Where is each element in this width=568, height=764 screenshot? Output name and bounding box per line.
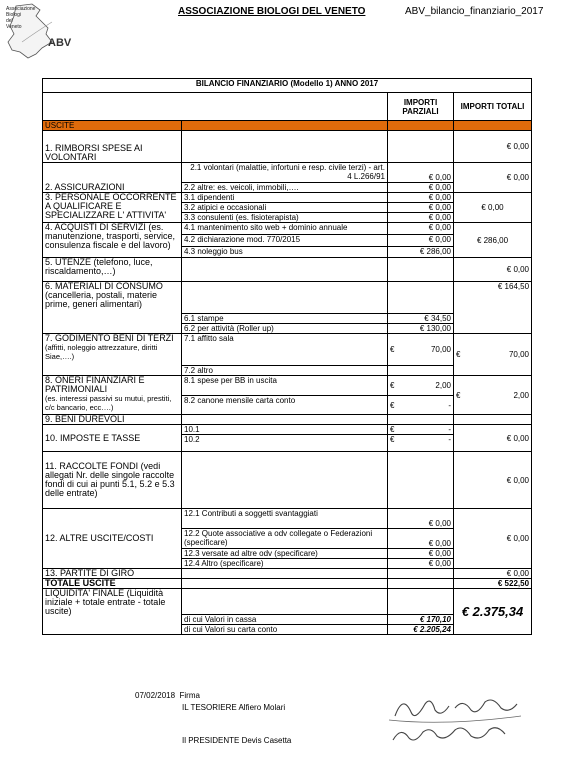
handwritten-signatures bbox=[385, 686, 525, 748]
row-label: 7. GODIMENTO BENI DI TERZI bbox=[45, 333, 174, 343]
row-total: € 0,00 bbox=[454, 509, 532, 569]
row-total: € 0,00 bbox=[454, 131, 532, 163]
sub-value: € 0,00 bbox=[388, 529, 454, 549]
table-row bbox=[43, 163, 532, 183]
sub-label: 4.2 dichiarazione mod. 770/2015 bbox=[182, 235, 388, 247]
abv-logo bbox=[2, 2, 74, 64]
cassa-value: € 170,10 bbox=[388, 615, 454, 625]
section-uscite-row bbox=[43, 121, 532, 131]
table-row bbox=[43, 569, 532, 579]
sub-label: 3.1 dipendenti bbox=[182, 193, 388, 203]
sub-label: 7.2 altro bbox=[182, 366, 388, 376]
table-title-row bbox=[43, 79, 532, 93]
table-row bbox=[43, 282, 532, 314]
row-total: 70,00 bbox=[508, 350, 530, 359]
column-header-row bbox=[43, 93, 532, 121]
row-label: 3. PERSONALE OCCORRENTE A QUALIFICARE E SPECIALIZZARE L' ATTIVITA' bbox=[43, 193, 182, 223]
conto-label: di cui Valori su carta conto bbox=[182, 625, 388, 635]
sub-value-cell bbox=[388, 396, 454, 415]
currency-symbol: € bbox=[390, 435, 395, 444]
row-note: (es. interessi passivi su mutui, prestiti, c/c bancario, ecc….) bbox=[45, 394, 172, 412]
table-row bbox=[43, 589, 532, 615]
sub-value: € 0,00 bbox=[388, 203, 454, 213]
cassa-label: di cui Valori in cassa bbox=[182, 615, 388, 625]
row-label: 2. ASSICURAZIONI bbox=[43, 163, 182, 193]
table-row bbox=[43, 193, 532, 203]
table-row bbox=[43, 509, 532, 529]
sub-label: 6.1 stampe bbox=[182, 314, 388, 324]
sub-value-cell bbox=[388, 334, 454, 366]
row-total: € 0,00 bbox=[454, 193, 532, 223]
sub-value-cell bbox=[388, 376, 454, 396]
sub-value: 2,00 bbox=[435, 381, 451, 390]
sub-label: 2.2 altre: es. veicoli, immobili,…. bbox=[182, 183, 388, 193]
row-label: 10. IMPOSTE E TASSE bbox=[43, 425, 182, 452]
sub-value: € 0,00 bbox=[388, 193, 454, 203]
table-row bbox=[43, 452, 532, 509]
table-row bbox=[43, 334, 532, 366]
logo-abbr: ABV bbox=[48, 37, 72, 49]
row-total: 2,00 bbox=[513, 390, 530, 400]
footer-presidente: Il PRESIDENTE Devis Casetta bbox=[182, 736, 292, 745]
sub-value: € 0,00 bbox=[388, 213, 454, 223]
sub-label: 8.1 spese per BB in uscita bbox=[182, 376, 388, 396]
currency-symbol: € bbox=[390, 425, 395, 434]
row-label: 6. MATERIALI DI CONSUMO (cancelleria, postali, materie prime, generi alimentari) bbox=[43, 282, 182, 334]
conto-value: € 2.205,24 bbox=[388, 625, 454, 635]
logo-text-4: Veneto bbox=[6, 24, 22, 30]
liquidita-label: LIQUIDITA' FINALE (Liquidità iniziale + totale entrate - totale uscite) bbox=[43, 589, 182, 635]
sub-value: € 0,00 bbox=[388, 163, 454, 183]
footer-date: 07/02/2018 bbox=[135, 691, 176, 700]
table-row bbox=[43, 258, 532, 282]
row-total: € 0,00 bbox=[454, 163, 532, 193]
sub-value: € 0,00 bbox=[388, 183, 454, 193]
currency-symbol: € bbox=[456, 350, 461, 359]
sub-label: 7.1 affitto sala bbox=[182, 334, 388, 366]
file-name: ABV_bilancio_finanziario_2017 bbox=[405, 6, 544, 17]
sub-value: - bbox=[448, 400, 451, 410]
sub-label: 12.4 Altro (specificare) bbox=[182, 559, 388, 569]
sub-value: 70,00 bbox=[430, 345, 451, 354]
table-row bbox=[43, 376, 532, 396]
sub-value: € 0,00 bbox=[388, 509, 454, 529]
sub-label: 10.1 bbox=[182, 425, 388, 435]
sub-label: 8.2 canone mensile carta conto bbox=[182, 396, 388, 415]
col-totali: IMPORTI TOTALI bbox=[454, 93, 532, 121]
table-row bbox=[43, 131, 532, 163]
currency-symbol: € bbox=[390, 400, 395, 410]
sub-value-cell bbox=[388, 425, 454, 435]
sub-value-cell bbox=[388, 435, 454, 452]
sub-label: 12.2 Quote associative a odv collegate o Federazioni (specificare) bbox=[182, 529, 388, 549]
row-label: 11. RACCOLTE FONDI (vedi allegati Nr. delle singole raccolte fondi di cui ai punti 5.1, 5.2 e 5.3 delle entrate) bbox=[43, 452, 182, 509]
org-name: ASSOCIAZIONE BIOLOGI DEL VENETO bbox=[178, 6, 366, 17]
sub-value: € 34,50 bbox=[388, 314, 454, 324]
logo-text-1: Associazione bbox=[6, 6, 36, 12]
sub-label: 2.1 volontari (malattie, infortuni e resp. civile terzi) - art. 4 L.266/91 bbox=[182, 163, 388, 183]
sub-label: 12.1 Contributi a soggetti svantaggiati bbox=[182, 509, 388, 529]
sub-label: 6.2 per attività (Roller up) bbox=[182, 324, 388, 334]
row-total: € 0,00 bbox=[454, 569, 532, 579]
currency-symbol: € bbox=[456, 390, 461, 400]
sub-value: € 130,00 bbox=[388, 324, 454, 334]
section-uscite: USCITE bbox=[43, 121, 182, 131]
sub-value: - bbox=[448, 435, 451, 444]
sub-label: 12.3 versate ad altre odv (specificare) bbox=[182, 549, 388, 559]
totale-label: TOTALE USCITE bbox=[43, 579, 182, 589]
row-total-cell bbox=[454, 334, 532, 376]
sub-value: - bbox=[448, 425, 451, 434]
row-label: 4. ACQUISTI DI SERVIZI (es. manutenzione, trasporti, service, consulenza fiscale e del lavoro) bbox=[43, 223, 182, 258]
row-total: € 164,50 bbox=[454, 282, 532, 334]
footer-tesoriere: IL TESORIERE Alfiero Molari bbox=[182, 703, 286, 712]
currency-symbol: € bbox=[390, 345, 395, 354]
row-note: (affitti, noleggio attrezzature, diritti Siae,….) bbox=[45, 343, 158, 361]
row-total: € 0,00 bbox=[454, 425, 532, 452]
sub-label: 10.2 bbox=[182, 435, 388, 452]
logo-text-2: Biologi bbox=[6, 12, 22, 18]
table-row bbox=[43, 223, 532, 235]
currency-symbol: € bbox=[390, 381, 395, 390]
sub-value: € 286,00 bbox=[388, 247, 454, 258]
sub-label: 4.3 noleggio bus bbox=[182, 247, 388, 258]
row-total: € 0,00 bbox=[454, 452, 532, 509]
row-label: 9. BENI DUREVOLI bbox=[43, 415, 182, 425]
row-label: 8. ONERI FINANZIARI E PATRIMONIALI bbox=[45, 375, 145, 394]
sub-value: € 0,00 bbox=[388, 549, 454, 559]
row-total-cell bbox=[454, 376, 532, 415]
row-label-group bbox=[43, 376, 182, 415]
row-label-group bbox=[43, 334, 182, 376]
row-label: 12. ALTRE USCITE/COSTI bbox=[43, 509, 182, 569]
totale-value: € 522,50 bbox=[454, 579, 532, 589]
footer-firma: Firma bbox=[179, 691, 200, 700]
table-title: BILANCIO FINANZIARIO (Modello 1) ANNO 2017 bbox=[43, 79, 532, 93]
sub-label: 3.2 atipici e occasionali bbox=[182, 203, 388, 213]
sub-label: 3.3 consulenti (es. fisioterapista) bbox=[182, 213, 388, 223]
col-parziali: IMPORTI PARZIALI bbox=[388, 93, 454, 121]
footer-date-line bbox=[135, 691, 200, 700]
row-label: 5. UTENZE (telefono, luce, riscaldamento,…) bbox=[43, 258, 182, 282]
financial-table bbox=[42, 78, 532, 635]
table-row bbox=[43, 579, 532, 589]
row-total: € 286,00 bbox=[454, 223, 532, 258]
sub-value: € 0,00 bbox=[388, 235, 454, 247]
liquidita-total: € 2.375,34 bbox=[454, 589, 532, 635]
row-total: € 0,00 bbox=[454, 258, 532, 282]
table-row bbox=[43, 415, 532, 425]
sub-label: 4.1 mantenimento sito web + dominio annuale bbox=[182, 223, 388, 235]
row-label: 1. RIMBORSI SPESE AI VOLONTARI bbox=[43, 131, 182, 163]
table-row bbox=[43, 425, 532, 435]
row-label: 13. PARTITE DI GIRO bbox=[43, 569, 182, 579]
logo-text-3: del bbox=[6, 18, 13, 24]
sub-value: € 0,00 bbox=[388, 223, 454, 235]
sub-value: € 0,00 bbox=[388, 559, 454, 569]
